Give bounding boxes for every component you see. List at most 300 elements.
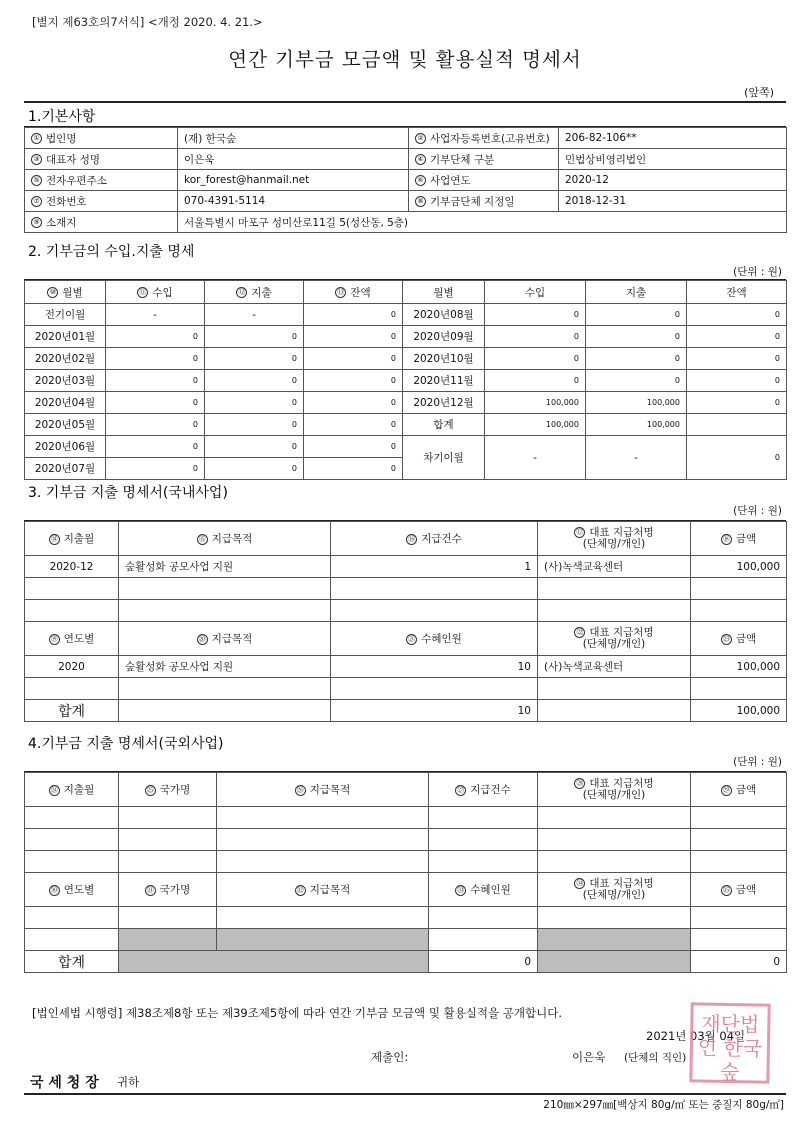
cell-text: - (153, 308, 157, 321)
empty-cell (538, 678, 691, 700)
amount-cell (586, 392, 687, 414)
column-header (119, 522, 331, 556)
item-number: ㉟ (722, 885, 730, 894)
cell-text: 2020년02월 (34, 353, 96, 365)
cell-text: 0 (674, 376, 680, 385)
column-header (691, 773, 787, 807)
cell-text: - (252, 308, 256, 321)
cell-text: - (533, 451, 537, 464)
section-rule (24, 1093, 786, 1095)
column-header (429, 873, 538, 907)
item-number: ㉔ (50, 785, 58, 794)
empty-cell (691, 578, 787, 600)
item-number: ㉕ (146, 785, 154, 794)
cell-text: 0 (674, 310, 680, 319)
cell-text: 지급목적 (309, 884, 351, 896)
form-header: [별지 제63호의7서식] <개정 2020. 4. 21.> (32, 15, 263, 29)
cell-text: 대표자 성명 (46, 153, 101, 166)
cell-text: 대표 지급처명 (589, 777, 654, 790)
amount-cell (304, 304, 403, 326)
cell-text: 숲활성화 공모사업 지원 (125, 561, 234, 573)
cell-text: 0 (390, 398, 396, 407)
basic-info-table (24, 127, 787, 233)
column-header (119, 873, 217, 907)
monthly-row (25, 436, 787, 458)
empty-cell (119, 578, 331, 600)
amount-cell (106, 414, 205, 436)
data-cell (691, 656, 787, 678)
empty-cell (119, 851, 217, 873)
data-row (25, 656, 787, 678)
cell-text: 숲활성화 공모사업 지원 (125, 661, 234, 673)
item-number: ㉒ (576, 628, 584, 637)
column-header (538, 873, 691, 907)
unit-label: (단위 : 원) (733, 505, 782, 517)
cell-text: (사)녹색교육센터 (544, 661, 624, 673)
amount-cell (304, 436, 403, 458)
amount-cell (106, 392, 205, 414)
cell-text: 0 (774, 354, 780, 363)
cell-text: 070-4391-5114 (184, 195, 266, 207)
cell-text: 0 (291, 398, 297, 407)
cell-text: 2020년04월 (34, 397, 96, 409)
total-row (25, 951, 787, 973)
column-header (119, 773, 217, 807)
info-value (559, 149, 787, 170)
column-header (25, 281, 106, 304)
item-number: ⑱ (722, 534, 730, 543)
month-cell (25, 348, 106, 370)
cell-text: 2020년08월 (413, 309, 474, 321)
month-cell (25, 458, 106, 480)
seal-label: (단체의 직인) (624, 1052, 687, 1064)
empty-cell (119, 907, 217, 929)
cell-text: 10 (517, 660, 531, 673)
empty-cell (217, 807, 429, 829)
cell-text: kor_forest@hanmail.net (184, 174, 310, 186)
amount-cell (687, 392, 787, 414)
column-header (106, 281, 205, 304)
item-number: ⑩ (47, 287, 58, 298)
item-number: ㉝ (457, 885, 465, 894)
cell-text: 10 (517, 704, 531, 717)
cell-text: 0 (573, 354, 579, 363)
column-header (538, 522, 691, 556)
cell-text: (재) 한국숲 (184, 132, 237, 145)
cell-text: (사)녹색교육센터 (544, 561, 624, 573)
cell-text: 국가명 (159, 784, 191, 796)
item-number: ④ (415, 154, 426, 165)
submitter-label: 제출인: (371, 1050, 409, 1064)
cell-text: 지급목적 (309, 784, 351, 796)
cell-text: 지급건수 (470, 784, 511, 796)
empty-cell (331, 678, 538, 700)
cell-text: 2020년11월 (413, 375, 474, 387)
amount-cell (687, 436, 787, 480)
amount-cell (687, 370, 787, 392)
data-cell (119, 656, 331, 678)
empty-row (25, 907, 787, 929)
column-header (331, 622, 538, 656)
month-cell (403, 414, 485, 436)
total-cell (691, 700, 787, 722)
amount-cell (106, 304, 205, 326)
item-number: ⑨ (31, 217, 42, 228)
item-number: ⑮ (198, 534, 206, 543)
empty-cell (691, 829, 787, 851)
month-cell (25, 304, 106, 326)
total-cell (331, 700, 538, 722)
amount-cell (304, 370, 403, 392)
data-cell (691, 556, 787, 578)
cell-text: 206-82-106** (565, 132, 637, 144)
amount-cell (485, 370, 586, 392)
cell-subtext: (단체명/개인) (582, 637, 646, 650)
amount-cell (586, 436, 687, 480)
recipient: 국 세 청 장 (30, 1075, 99, 1091)
cell-text: 잔액 (350, 286, 371, 299)
cell-text: 2020년09월 (413, 331, 474, 343)
cell-text: 합계 (57, 703, 86, 720)
month-cell (25, 370, 106, 392)
item-number: ⑪ (139, 288, 147, 296)
income-expense-table (24, 280, 787, 480)
cell-text: 0 (390, 354, 396, 363)
cell-text: 2020년12월 (413, 397, 474, 409)
cell-text: 전자우편주소 (46, 174, 107, 187)
column-header (403, 281, 485, 304)
cell-text: 민법상비영리법인 (565, 153, 647, 166)
column-header (538, 622, 691, 656)
empty-cell (429, 807, 538, 829)
cell-text: 수혜인원 (421, 633, 462, 645)
cell-text: 2020년03월 (34, 375, 96, 387)
month-cell (403, 304, 485, 326)
cell-text: 서울특별시 마포구 성미산로11길 5(성산동, 5층) (184, 216, 409, 229)
column-header (205, 281, 304, 304)
header-row (25, 773, 787, 807)
empty-cell (429, 829, 538, 851)
amount-cell (586, 370, 687, 392)
monthly-row (25, 304, 787, 326)
cell-subtext: (단체명/개인) (582, 788, 646, 801)
info-label (409, 170, 559, 191)
empty-cell (25, 600, 119, 622)
section-rule (24, 101, 786, 103)
amount-cell (485, 436, 586, 480)
cell-text: 2020년10월 (413, 353, 474, 365)
cell-text: 대표 지급처명 (589, 877, 654, 890)
cell-text: 0 (192, 332, 198, 341)
cell-text: 2018-12-31 (565, 195, 627, 207)
month-cell (25, 326, 106, 348)
cell-text: 0 (192, 376, 198, 385)
amount-cell (485, 392, 586, 414)
cell-text: 0 (390, 332, 396, 341)
cell-text: 0 (774, 398, 780, 407)
item-number: ⑫ (238, 288, 246, 296)
info-label (25, 191, 178, 212)
empty-row (25, 929, 787, 951)
section-2-title: 2. 기부금의 수입.지출 명세 (28, 244, 195, 260)
item-number: ⑲ (50, 634, 58, 643)
cell-text: 2020-12 (49, 560, 94, 573)
info-label (409, 128, 559, 149)
item-number: ㉘ (576, 779, 584, 788)
section-3-title: 3. 기부금 지출 명세서(국내사업) (28, 485, 228, 501)
cell-text: 2020 (58, 660, 85, 673)
info-value (559, 128, 787, 149)
gray-cell (119, 951, 429, 973)
item-number: ⑳ (198, 634, 206, 643)
empty-cell (25, 807, 119, 829)
column-header (25, 773, 119, 807)
cell-text: 사업자등록번호(고유번호) (430, 132, 550, 145)
amount-cell (687, 348, 787, 370)
total-cell (119, 700, 331, 722)
item-number: ⑭ (50, 534, 58, 543)
cell-text: 잔액 (726, 286, 747, 299)
amount-cell (485, 326, 586, 348)
cell-text: 100,000 (545, 420, 579, 429)
total-cell (691, 951, 787, 973)
empty-cell (429, 851, 538, 873)
cell-text: 금액 (735, 633, 757, 645)
info-row (25, 212, 787, 233)
empty-cell (217, 851, 429, 873)
cell-text: 지출월 (63, 784, 95, 796)
cell-text: 대표 지급처명 (589, 526, 654, 539)
cell-text: 지출 (625, 286, 647, 299)
amount-cell (687, 304, 787, 326)
cell-text: 지급건수 (421, 533, 462, 545)
info-value (178, 128, 409, 149)
amount-cell (205, 370, 304, 392)
section-4-title: 4.기부금 지출 명세서(국외사업) (28, 736, 224, 752)
cell-text: 0 (774, 376, 780, 385)
cell-text: 월별 (62, 286, 83, 299)
column-header (331, 522, 538, 556)
total-cell (538, 700, 691, 722)
column-header (485, 281, 586, 304)
header-row (25, 522, 787, 556)
empty-cell (429, 907, 538, 929)
total-label (25, 951, 119, 973)
cell-text: 0 (390, 442, 396, 451)
empty-cell (217, 907, 429, 929)
cell-subtext: (단체명/개인) (582, 537, 646, 550)
cell-text: 0 (774, 310, 780, 319)
empty-row (25, 678, 787, 700)
empty-cell (691, 929, 787, 951)
cell-text: 지출 (251, 286, 272, 299)
submission-date: 2021년 03월 04일 (646, 1029, 746, 1043)
unit-label: (단위 : 원) (733, 266, 782, 278)
info-row (25, 170, 787, 191)
info-label (409, 191, 559, 212)
cell-text: 0 (291, 354, 297, 363)
cell-text: 2020년06월 (34, 441, 96, 453)
cell-text: 대표 지급처명 (589, 626, 654, 639)
amount-cell (687, 326, 787, 348)
empty-row (25, 600, 787, 622)
item-number: ㉞ (576, 879, 584, 888)
cell-text: 2020년07월 (34, 463, 96, 475)
cell-text: 0 (573, 332, 579, 341)
cell-text: 2020년01월 (34, 331, 96, 343)
item-number: ⑤ (31, 175, 42, 186)
data-cell (119, 556, 331, 578)
item-number: ⑦ (31, 196, 42, 207)
cell-text: 0 (390, 420, 396, 429)
empty-cell (538, 851, 691, 873)
cell-text: 2020년05월 (34, 419, 96, 431)
amount-cell (485, 304, 586, 326)
cell-text: 기부단체 구분 (430, 153, 495, 166)
cell-text: 0 (291, 376, 297, 385)
page-side-label: (앞쪽) (744, 86, 774, 99)
column-header (429, 773, 538, 807)
amount-cell (205, 348, 304, 370)
header-row (25, 622, 787, 656)
empty-cell (119, 829, 217, 851)
data-cell (331, 656, 538, 678)
carry-over-label (403, 436, 485, 480)
item-number: ㉚ (50, 885, 58, 894)
cell-text: 1 (524, 560, 531, 573)
item-number: ㉛ (146, 885, 154, 894)
amount-cell (485, 414, 586, 436)
cell-text: 소재지 (46, 216, 77, 229)
empty-cell (119, 807, 217, 829)
amount-cell (687, 414, 787, 436)
paper-spec: 210㎜×297㎜[백상지 80g/㎡ 또는 중질지 80g/㎡] (543, 1099, 784, 1111)
info-label (25, 149, 178, 170)
empty-cell (429, 929, 538, 951)
cell-text: 이은욱 (184, 153, 215, 166)
cell-text: 0 (291, 332, 297, 341)
amount-cell (205, 414, 304, 436)
gray-cell (538, 951, 691, 973)
amount-cell (586, 326, 687, 348)
month-cell (25, 392, 106, 414)
address-value (178, 212, 787, 233)
item-number: ㉗ (457, 785, 465, 794)
empty-cell (538, 929, 691, 951)
cell-text: 0 (390, 310, 396, 319)
empty-cell (538, 578, 691, 600)
column-header (217, 773, 429, 807)
empty-row (25, 829, 787, 851)
cell-text: 수입 (152, 286, 173, 299)
cell-text: 0 (291, 464, 297, 473)
cell-text: 연도별 (63, 884, 95, 896)
amount-cell (304, 414, 403, 436)
item-number: ③ (31, 154, 42, 165)
item-number: ⑥ (415, 175, 426, 186)
empty-cell (691, 907, 787, 929)
cell-text: 0 (192, 442, 198, 451)
column-header (304, 281, 403, 304)
monthly-row (25, 370, 787, 392)
total-cell (429, 951, 538, 973)
data-cell (25, 656, 119, 678)
month-cell (403, 392, 485, 414)
info-label (25, 170, 178, 191)
empty-cell (25, 907, 119, 929)
column-header (538, 773, 691, 807)
empty-cell (538, 600, 691, 622)
column-header (25, 873, 119, 907)
empty-cell (25, 851, 119, 873)
amount-cell (106, 326, 205, 348)
cell-text: 전화번호 (46, 195, 87, 208)
cell-text: 합계 (433, 419, 454, 431)
amount-cell (304, 348, 403, 370)
empty-cell (538, 907, 691, 929)
empty-cell (331, 600, 538, 622)
amount-cell (106, 436, 205, 458)
cell-text: 차기이월 (423, 452, 464, 464)
month-cell (25, 436, 106, 458)
cell-text: 전기이월 (44, 309, 86, 321)
cell-text: - (634, 451, 638, 464)
item-number: ⑰ (576, 528, 584, 537)
cell-text: 0 (573, 376, 579, 385)
info-value (559, 170, 787, 191)
item-number: ㉑ (408, 634, 416, 643)
item-number: ㉓ (722, 634, 730, 643)
cell-text: 합계 (57, 954, 86, 971)
empty-cell (691, 600, 787, 622)
column-header (691, 622, 787, 656)
item-number: ② (415, 133, 426, 144)
data-cell (538, 656, 691, 678)
column-header (691, 522, 787, 556)
item-number: ㉖ (296, 785, 304, 794)
recipient-suffix: 귀하 (117, 1075, 140, 1089)
cell-text: 0 (192, 420, 198, 429)
column-header (217, 873, 429, 907)
cell-text: 0 (192, 354, 198, 363)
empty-cell (691, 807, 787, 829)
cell-text: 0 (192, 398, 198, 407)
amount-cell (205, 436, 304, 458)
cell-text: 100,000 (736, 560, 780, 573)
data-row (25, 556, 787, 578)
amount-cell (106, 348, 205, 370)
cell-text: 0 (773, 955, 780, 968)
month-cell (403, 370, 485, 392)
amount-cell (205, 326, 304, 348)
item-number: ㉜ (296, 885, 304, 894)
empty-cell (119, 678, 331, 700)
column-header (119, 622, 331, 656)
cell-text: 0 (524, 955, 531, 968)
cell-text: 0 (390, 464, 396, 473)
cell-text: 100,000 (736, 704, 780, 717)
amount-cell (586, 348, 687, 370)
column-header (25, 522, 119, 556)
header-row (25, 281, 787, 304)
empty-cell (538, 829, 691, 851)
empty-cell (217, 829, 429, 851)
info-value (178, 170, 409, 191)
item-number: ① (31, 133, 42, 144)
empty-cell (217, 929, 429, 951)
data-cell (538, 556, 691, 578)
cell-text: 지급목적 (211, 633, 253, 645)
